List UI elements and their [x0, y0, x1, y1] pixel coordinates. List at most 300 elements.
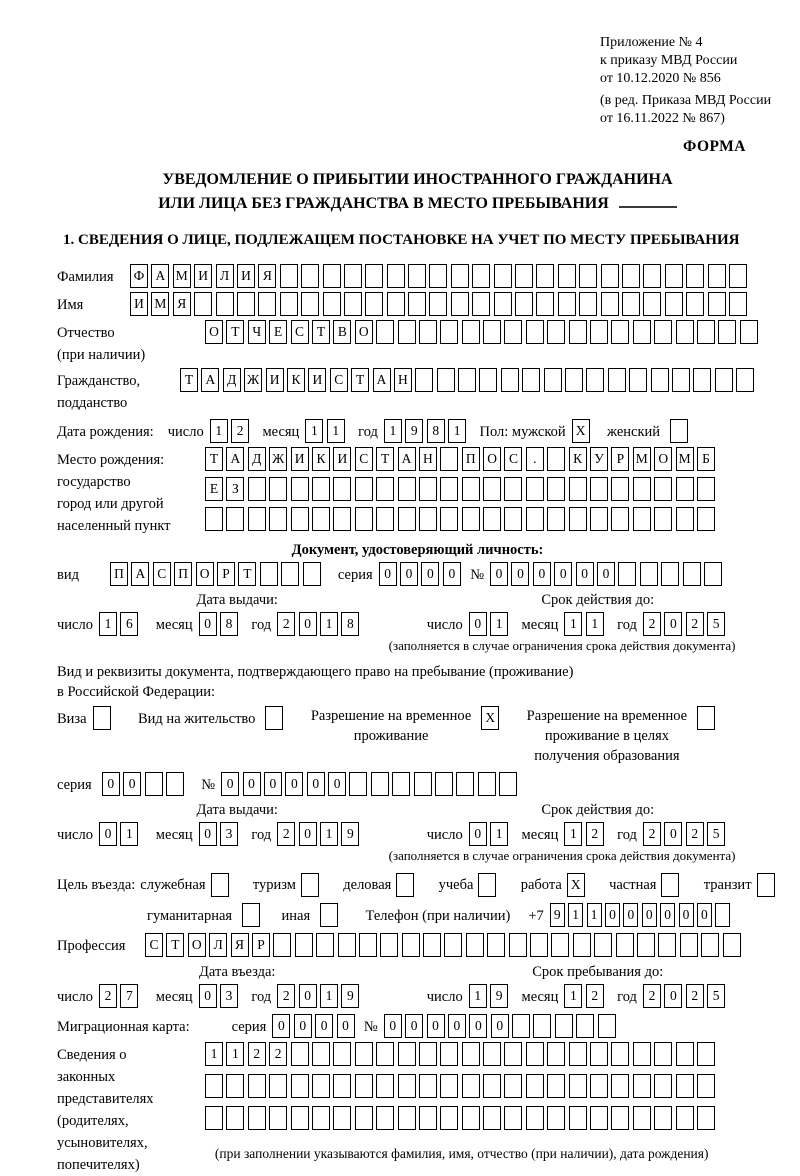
char-cell[interactable]: 2 [686, 612, 704, 636]
char-cell[interactable] [226, 1106, 244, 1130]
char-cell[interactable]: А [151, 264, 169, 288]
char-cell[interactable] [697, 706, 715, 730]
char-cell[interactable] [387, 264, 405, 288]
char-cell[interactable]: 1 [205, 1042, 223, 1066]
char-cell[interactable] [611, 320, 629, 344]
char-cell[interactable] [611, 477, 629, 501]
char-cell[interactable]: 0 [511, 562, 529, 586]
char-cell[interactable] [216, 292, 234, 316]
tourism-checkbox[interactable] [301, 873, 322, 897]
char-cell[interactable]: Т [226, 320, 244, 344]
char-cell[interactable]: 0 [576, 562, 594, 586]
char-cell[interactable] [478, 873, 496, 897]
char-cell[interactable]: Ж [244, 368, 262, 392]
char-cell[interactable] [526, 1042, 544, 1066]
mig-series-input[interactable] [272, 1014, 358, 1038]
char-cell[interactable]: С [153, 562, 171, 586]
profession-input[interactable] [145, 933, 744, 957]
birth-place-row3-input[interactable] [205, 507, 718, 531]
char-cell[interactable] [683, 562, 701, 586]
char-cell[interactable]: 8 [427, 419, 445, 443]
char-cell[interactable]: 0 [400, 562, 418, 586]
char-cell[interactable]: 2 [277, 984, 295, 1008]
char-cell[interactable] [281, 562, 299, 586]
char-cell[interactable] [676, 320, 694, 344]
char-cell[interactable] [194, 292, 212, 316]
entry-year-input[interactable] [277, 984, 363, 1008]
char-cell[interactable] [402, 933, 420, 957]
char-cell[interactable] [579, 292, 597, 316]
char-cell[interactable]: О [188, 933, 206, 957]
char-cell[interactable]: 9 [490, 984, 508, 1008]
char-cell[interactable] [551, 933, 569, 957]
char-cell[interactable]: 1 [586, 612, 604, 636]
representatives-row3-input[interactable] [205, 1106, 718, 1130]
char-cell[interactable]: И [266, 368, 284, 392]
doc-valid-month-input[interactable] [564, 612, 607, 636]
char-cell[interactable] [718, 320, 736, 344]
char-cell[interactable] [509, 933, 527, 957]
char-cell[interactable] [248, 1106, 266, 1130]
char-cell[interactable] [483, 1042, 501, 1066]
doc-number-input[interactable] [490, 562, 725, 586]
char-cell[interactable] [398, 507, 416, 531]
permit-valid-month-input[interactable] [564, 822, 607, 846]
char-cell[interactable]: И [194, 264, 212, 288]
char-cell[interactable] [736, 368, 754, 392]
char-cell[interactable]: Д [223, 368, 241, 392]
char-cell[interactable] [248, 1074, 266, 1098]
char-cell[interactable] [686, 292, 704, 316]
char-cell[interactable]: О [654, 447, 672, 471]
char-cell[interactable] [590, 507, 608, 531]
char-cell[interactable] [483, 1106, 501, 1130]
char-cell[interactable] [237, 292, 255, 316]
char-cell[interactable] [462, 477, 480, 501]
char-cell[interactable] [483, 1074, 501, 1098]
char-cell[interactable] [515, 264, 533, 288]
char-cell[interactable] [547, 1106, 565, 1130]
char-cell[interactable] [676, 1042, 694, 1066]
char-cell[interactable] [633, 1106, 651, 1130]
char-cell[interactable] [629, 368, 647, 392]
char-cell[interactable]: 0 [679, 903, 694, 927]
char-cell[interactable] [440, 1042, 458, 1066]
char-cell[interactable] [323, 292, 341, 316]
char-cell[interactable] [661, 562, 679, 586]
char-cell[interactable]: 1 [320, 984, 338, 1008]
char-cell[interactable] [316, 933, 334, 957]
char-cell[interactable] [526, 320, 544, 344]
char-cell[interactable] [526, 1074, 544, 1098]
char-cell[interactable] [376, 320, 394, 344]
char-cell[interactable]: Ж [269, 447, 287, 471]
char-cell[interactable] [396, 873, 414, 897]
char-cell[interactable]: М [151, 292, 169, 316]
char-cell[interactable]: . [526, 447, 544, 471]
char-cell[interactable] [576, 1014, 594, 1038]
char-cell[interactable] [398, 1042, 416, 1066]
char-cell[interactable] [697, 1074, 715, 1098]
birth-month-input[interactable] [305, 419, 348, 443]
char-cell[interactable]: З [226, 477, 244, 501]
char-cell[interactable] [640, 562, 658, 586]
char-cell[interactable] [504, 507, 522, 531]
char-cell[interactable]: И [308, 368, 326, 392]
char-cell[interactable]: С [355, 447, 373, 471]
char-cell[interactable]: Я [173, 292, 191, 316]
char-cell[interactable]: Т [312, 320, 330, 344]
char-cell[interactable] [312, 1074, 330, 1098]
char-cell[interactable] [472, 264, 490, 288]
char-cell[interactable] [333, 477, 351, 501]
char-cell[interactable]: 0 [469, 612, 487, 636]
doc-issue-year-input[interactable] [277, 612, 363, 636]
char-cell[interactable] [462, 1074, 480, 1098]
char-cell[interactable]: 1 [490, 822, 508, 846]
char-cell[interactable] [757, 873, 775, 897]
char-cell[interactable]: Е [269, 320, 287, 344]
char-cell[interactable]: 2 [686, 984, 704, 1008]
temp-residence-checkbox[interactable] [481, 706, 502, 730]
char-cell[interactable] [494, 292, 512, 316]
char-cell[interactable] [145, 772, 163, 796]
char-cell[interactable] [451, 264, 469, 288]
char-cell[interactable] [643, 292, 661, 316]
char-cell[interactable] [365, 292, 383, 316]
char-cell[interactable] [740, 320, 758, 344]
char-cell[interactable]: И [333, 447, 351, 471]
char-cell[interactable] [265, 706, 283, 730]
char-cell[interactable] [303, 562, 321, 586]
char-cell[interactable] [536, 292, 554, 316]
char-cell[interactable]: 0 [123, 772, 141, 796]
char-cell[interactable]: А [373, 368, 391, 392]
char-cell[interactable] [654, 507, 672, 531]
char-cell[interactable]: 1 [568, 903, 583, 927]
char-cell[interactable] [573, 933, 591, 957]
char-cell[interactable]: 0 [405, 1014, 423, 1038]
char-cell[interactable] [622, 292, 640, 316]
char-cell[interactable] [499, 772, 517, 796]
char-cell[interactable] [211, 873, 229, 897]
char-cell[interactable]: 0 [285, 772, 303, 796]
char-cell[interactable] [512, 1014, 530, 1038]
char-cell[interactable]: С [330, 368, 348, 392]
char-cell[interactable] [398, 320, 416, 344]
char-cell[interactable] [715, 903, 730, 927]
char-cell[interactable]: 1 [587, 903, 602, 927]
char-cell[interactable]: 0 [664, 612, 682, 636]
char-cell[interactable] [569, 477, 587, 501]
permit-valid-year-input[interactable] [643, 822, 729, 846]
char-cell[interactable] [312, 1106, 330, 1130]
char-cell[interactable] [338, 933, 356, 957]
char-cell[interactable]: 0 [533, 562, 551, 586]
char-cell[interactable]: А [226, 447, 244, 471]
char-cell[interactable] [708, 292, 726, 316]
char-cell[interactable] [515, 292, 533, 316]
char-cell[interactable]: С [145, 933, 163, 957]
char-cell[interactable]: 0 [443, 562, 461, 586]
char-cell[interactable]: Ч [248, 320, 266, 344]
char-cell[interactable] [398, 1074, 416, 1098]
char-cell[interactable] [654, 477, 672, 501]
char-cell[interactable] [419, 1106, 437, 1130]
char-cell[interactable] [479, 368, 497, 392]
char-cell[interactable] [729, 264, 747, 288]
char-cell[interactable] [291, 1074, 309, 1098]
char-cell[interactable]: Д [248, 447, 266, 471]
char-cell[interactable] [544, 368, 562, 392]
char-cell[interactable] [280, 292, 298, 316]
char-cell[interactable] [504, 1042, 522, 1066]
char-cell[interactable]: 0 [199, 984, 217, 1008]
char-cell[interactable]: Л [209, 933, 227, 957]
char-cell[interactable] [355, 1106, 373, 1130]
char-cell[interactable] [536, 264, 554, 288]
char-cell[interactable] [547, 477, 565, 501]
char-cell[interactable]: 0 [299, 984, 317, 1008]
patronymic-input[interactable] [205, 320, 761, 344]
char-cell[interactable] [349, 772, 367, 796]
char-cell[interactable]: Р [217, 562, 235, 586]
char-cell[interactable]: 8 [341, 612, 359, 636]
char-cell[interactable]: А [398, 447, 416, 471]
char-cell[interactable] [344, 292, 362, 316]
char-cell[interactable] [355, 507, 373, 531]
other-checkbox[interactable] [320, 903, 341, 927]
char-cell[interactable]: 0 [491, 1014, 509, 1038]
char-cell[interactable] [376, 1106, 394, 1130]
char-cell[interactable] [166, 772, 184, 796]
char-cell[interactable] [697, 1106, 715, 1130]
char-cell[interactable] [526, 477, 544, 501]
char-cell[interactable] [547, 1074, 565, 1098]
char-cell[interactable]: 0 [294, 1014, 312, 1038]
char-cell[interactable]: О [355, 320, 373, 344]
doc-valid-year-input[interactable] [643, 612, 729, 636]
char-cell[interactable] [440, 1106, 458, 1130]
transit-checkbox[interactable] [757, 873, 778, 897]
char-cell[interactable] [205, 1106, 223, 1130]
char-cell[interactable] [633, 1074, 651, 1098]
char-cell[interactable] [569, 507, 587, 531]
char-cell[interactable] [672, 368, 690, 392]
char-cell[interactable]: Я [231, 933, 249, 957]
char-cell[interactable]: С [504, 447, 522, 471]
mig-number-input[interactable] [384, 1014, 619, 1038]
birth-year-input[interactable] [384, 419, 470, 443]
surname-input[interactable] [130, 264, 750, 288]
char-cell[interactable]: Б [697, 447, 715, 471]
char-cell[interactable]: 0 [623, 903, 638, 927]
char-cell[interactable]: 0 [427, 1014, 445, 1038]
char-cell[interactable] [697, 477, 715, 501]
char-cell[interactable]: 0 [299, 822, 317, 846]
char-cell[interactable]: 2 [643, 822, 661, 846]
char-cell[interactable]: 0 [642, 903, 657, 927]
char-cell[interactable]: 0 [379, 562, 397, 586]
char-cell[interactable] [398, 1106, 416, 1130]
representatives-row2-input[interactable] [205, 1074, 718, 1098]
char-cell[interactable] [291, 1042, 309, 1066]
char-cell[interactable]: Т [351, 368, 369, 392]
char-cell[interactable]: П [110, 562, 128, 586]
char-cell[interactable] [333, 1106, 351, 1130]
char-cell[interactable] [387, 292, 405, 316]
char-cell[interactable]: 0 [299, 612, 317, 636]
char-cell[interactable] [676, 1074, 694, 1098]
char-cell[interactable]: В [333, 320, 351, 344]
char-cell[interactable] [569, 1074, 587, 1098]
char-cell[interactable] [419, 1042, 437, 1066]
char-cell[interactable] [637, 933, 655, 957]
char-cell[interactable] [269, 507, 287, 531]
char-cell[interactable] [291, 1106, 309, 1130]
char-cell[interactable] [654, 320, 672, 344]
work-checkbox[interactable] [567, 873, 588, 897]
char-cell[interactable] [530, 933, 548, 957]
char-cell[interactable]: П [174, 562, 192, 586]
birth-day-input[interactable] [210, 419, 253, 443]
char-cell[interactable] [295, 933, 313, 957]
char-cell[interactable] [365, 264, 383, 288]
char-cell[interactable] [376, 477, 394, 501]
char-cell[interactable] [273, 933, 291, 957]
char-cell[interactable] [440, 507, 458, 531]
char-cell[interactable]: Е [205, 477, 223, 501]
char-cell[interactable] [301, 873, 319, 897]
char-cell[interactable] [608, 368, 626, 392]
birth-place-row1-input[interactable] [205, 447, 718, 471]
char-cell[interactable] [478, 772, 496, 796]
char-cell[interactable]: О [483, 447, 501, 471]
char-cell[interactable]: X [567, 873, 585, 897]
char-cell[interactable] [440, 447, 458, 471]
visa-checkbox[interactable] [93, 706, 114, 730]
char-cell[interactable]: 0 [264, 772, 282, 796]
char-cell[interactable] [280, 264, 298, 288]
char-cell[interactable] [344, 264, 362, 288]
char-cell[interactable] [670, 419, 688, 443]
char-cell[interactable] [676, 507, 694, 531]
char-cell[interactable] [437, 368, 455, 392]
char-cell[interactable] [242, 903, 260, 927]
char-cell[interactable] [651, 368, 669, 392]
char-cell[interactable]: 1 [320, 822, 338, 846]
permit-valid-day-input[interactable] [469, 822, 512, 846]
char-cell[interactable] [723, 933, 741, 957]
char-cell[interactable] [547, 1042, 565, 1066]
char-cell[interactable] [248, 477, 266, 501]
char-cell[interactable] [323, 264, 341, 288]
char-cell[interactable] [226, 1074, 244, 1098]
char-cell[interactable] [248, 507, 266, 531]
char-cell[interactable]: Н [394, 368, 412, 392]
char-cell[interactable] [333, 507, 351, 531]
permit-issue-month-input[interactable] [199, 822, 242, 846]
entry-month-input[interactable] [199, 984, 242, 1008]
char-cell[interactable] [415, 368, 433, 392]
char-cell[interactable] [451, 292, 469, 316]
char-cell[interactable] [414, 772, 432, 796]
char-cell[interactable]: М [173, 264, 191, 288]
char-cell[interactable]: О [205, 320, 223, 344]
char-cell[interactable]: 0 [272, 1014, 290, 1038]
char-cell[interactable] [504, 1106, 522, 1130]
char-cell[interactable] [355, 1074, 373, 1098]
char-cell[interactable] [665, 264, 683, 288]
char-cell[interactable]: 1 [490, 612, 508, 636]
char-cell[interactable]: И [291, 447, 309, 471]
char-cell[interactable] [269, 477, 287, 501]
char-cell[interactable] [205, 1074, 223, 1098]
doc-series-input[interactable] [379, 562, 465, 586]
char-cell[interactable] [462, 320, 480, 344]
char-cell[interactable] [392, 772, 410, 796]
stay-day-input[interactable] [469, 984, 512, 1008]
char-cell[interactable]: 0 [221, 772, 239, 796]
char-cell[interactable] [301, 292, 319, 316]
char-cell[interactable]: 0 [660, 903, 675, 927]
char-cell[interactable]: 2 [643, 984, 661, 1008]
char-cell[interactable]: 9 [550, 903, 565, 927]
char-cell[interactable] [611, 507, 629, 531]
char-cell[interactable]: 0 [307, 772, 325, 796]
char-cell[interactable]: О [196, 562, 214, 586]
char-cell[interactable] [355, 477, 373, 501]
char-cell[interactable]: 7 [120, 984, 138, 1008]
doc-issue-month-input[interactable] [199, 612, 242, 636]
char-cell[interactable]: А [131, 562, 149, 586]
char-cell[interactable]: 9 [341, 822, 359, 846]
official-checkbox[interactable] [211, 873, 232, 897]
char-cell[interactable] [483, 477, 501, 501]
char-cell[interactable] [611, 1106, 629, 1130]
char-cell[interactable]: 1 [120, 822, 138, 846]
char-cell[interactable]: Р [252, 933, 270, 957]
char-cell[interactable] [526, 1106, 544, 1130]
char-cell[interactable]: И [237, 264, 255, 288]
char-cell[interactable] [429, 292, 447, 316]
permit-number-input[interactable] [221, 772, 520, 796]
char-cell[interactable] [419, 1074, 437, 1098]
char-cell[interactable] [708, 264, 726, 288]
char-cell[interactable]: 0 [490, 562, 508, 586]
char-cell[interactable]: 2 [643, 612, 661, 636]
char-cell[interactable]: Т [376, 447, 394, 471]
business-checkbox[interactable] [396, 873, 417, 897]
char-cell[interactable] [291, 507, 309, 531]
representatives-row1-input[interactable] [205, 1042, 718, 1066]
char-cell[interactable] [462, 1106, 480, 1130]
char-cell[interactable]: Т [180, 368, 198, 392]
char-cell[interactable] [359, 933, 377, 957]
char-cell[interactable]: 0 [448, 1014, 466, 1038]
char-cell[interactable]: 0 [605, 903, 620, 927]
char-cell[interactable]: 0 [102, 772, 120, 796]
char-cell[interactable]: 0 [243, 772, 261, 796]
private-checkbox[interactable] [661, 873, 682, 897]
char-cell[interactable]: 9 [341, 984, 359, 1008]
char-cell[interactable] [558, 292, 576, 316]
char-cell[interactable] [654, 1106, 672, 1130]
char-cell[interactable] [697, 1042, 715, 1066]
char-cell[interactable] [586, 368, 604, 392]
char-cell[interactable] [616, 933, 634, 957]
char-cell[interactable] [320, 903, 338, 927]
